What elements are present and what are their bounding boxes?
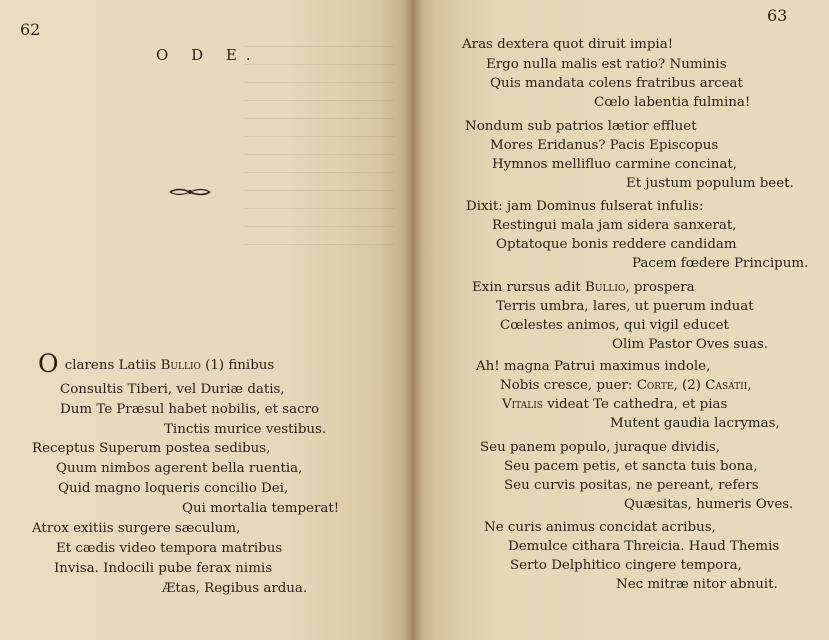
verse-line: Invisa. Indocili pube ferax nimis	[54, 561, 273, 576]
verse-line: Hymnos mellifluo carmine concinat,	[492, 157, 737, 172]
verse-line: Qui mortalia temperat!	[182, 501, 340, 516]
verse-line: Demulce cithara Threicia. Haud Themis	[508, 539, 780, 554]
verse-line: Serto Delphitico cingere tempora,	[510, 558, 742, 573]
page-number-right: 63	[767, 6, 788, 25]
verse-line: Ergo nulla malis est ratio? Numinis	[486, 57, 727, 72]
ode-heading: O D E.	[156, 46, 260, 64]
verse-line: Et cædis video tempora matribus	[56, 541, 283, 556]
verse-line: Quæsitas, humeris Oves.	[624, 497, 794, 512]
verse-line: Receptus Superum postea sedibus,	[32, 441, 271, 456]
verse-line: Aras dextera quot diruit impia!	[462, 37, 674, 52]
verse-line: Ah! magna Patrui maximus indole,	[476, 359, 711, 374]
bleed-through-text	[245, 46, 395, 246]
verse-line: Seu pacem petis, et sancta tuis bona,	[504, 459, 758, 474]
verse-line: Ætas, Regibus ardua.	[162, 581, 308, 596]
verse-line: Tinctis murice vestibus.	[164, 422, 327, 437]
verse-line: Dixit: jam Dominus fulserat infulis:	[466, 199, 704, 214]
verse-line: Dum Te Præsul habet nobilis, et sacro	[60, 402, 320, 417]
verse-line: Nobis cresce, puer: Corte, (2) Casatii,	[500, 378, 752, 393]
verse-line: Quid magno loqueris concilio Dei,	[58, 481, 289, 496]
verse-line: Olim Pastor Oves suas.	[612, 337, 769, 352]
verse-line: Consultis Tiberi, vel Duriæ datis,	[60, 382, 285, 397]
verse-line: Ne curis animus concidat acribus,	[484, 520, 716, 535]
verse-line: Terris umbra, lares, ut puerum induat	[496, 299, 754, 314]
verse-line: Cœlo labentia fulmina!	[594, 95, 751, 110]
verse-line: Restingui mala jam sidera sanxerat,	[492, 218, 737, 233]
verse-line: Exin rursus adit Bullio, prospera	[472, 280, 695, 295]
book-gutter	[404, 0, 422, 640]
verse-line: Optatoque bonis reddere candidam	[496, 237, 737, 252]
ornament-divider-icon	[168, 186, 212, 198]
verse-line: Nec mitræ nitor abnuit.	[616, 577, 778, 592]
page-number-left: 62	[20, 20, 41, 39]
verse-line: Cœlestes animos, qui vigil educet	[500, 318, 729, 333]
verse-line: Pacem fœdere Principum.	[632, 256, 809, 271]
verse-line: Atrox exitiis surgere sæculum,	[32, 521, 241, 536]
verse-line: O clarens Latiis Bullio (1) finibus	[38, 349, 275, 378]
verse-line: Vitalis videat Te cathedra, et pias	[502, 397, 728, 412]
verse-line: Quum nimbos agerent bella ruentia,	[56, 461, 303, 476]
verse-line: Et justum populum beet.	[626, 176, 794, 191]
verse-line: Nondum sub patrios lætior effluet	[465, 119, 697, 134]
verse-line: Mores Eridanus? Pacis Episcopus	[490, 138, 719, 153]
drop-cap: O	[38, 349, 59, 378]
verse-line: Mutent gaudia lacrymas,	[610, 416, 780, 431]
verse-line: Quis mandata colens fratribus arceat	[490, 76, 743, 91]
verse-line: Seu curvis positas, ne pereant, refers	[504, 478, 759, 493]
verse-line: Seu panem populo, juraque dividis,	[480, 440, 720, 455]
